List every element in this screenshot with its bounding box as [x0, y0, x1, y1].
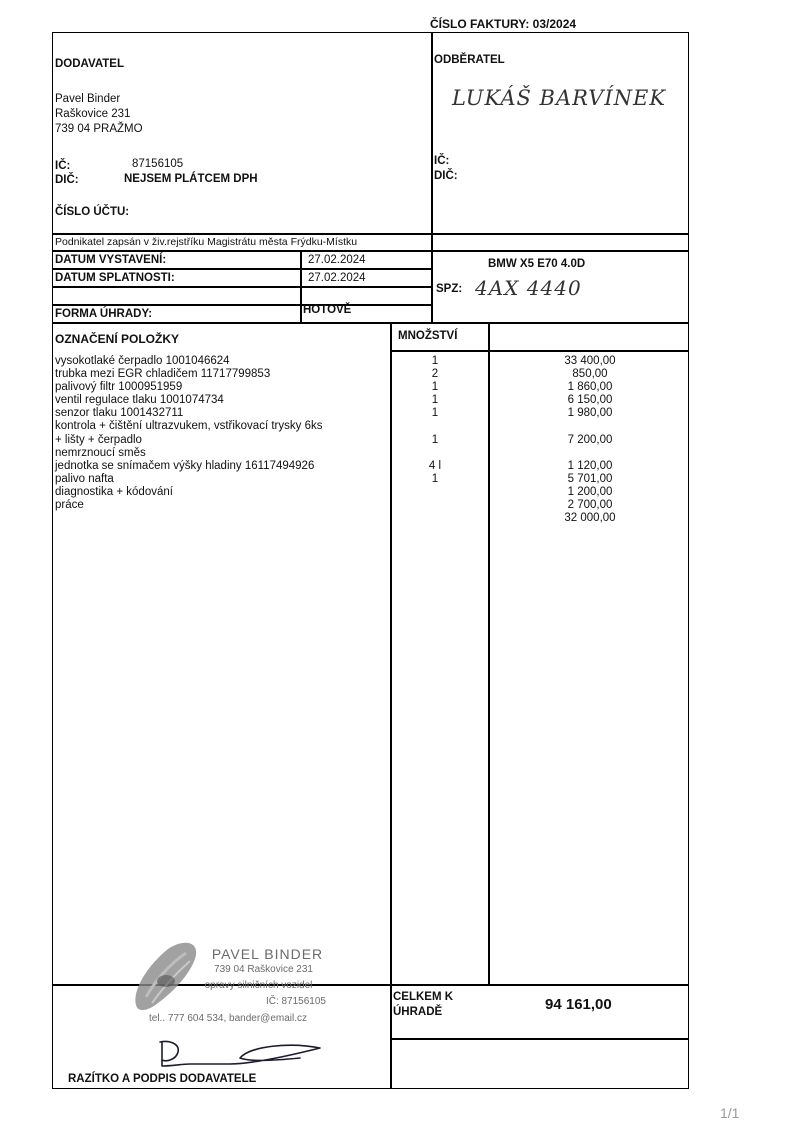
- supplier-ic-value: 87156105: [132, 158, 184, 170]
- total-label-line1: CELKEM K: [393, 991, 454, 1003]
- customer-dic-label: DIČ:: [434, 170, 458, 182]
- invoice-frame: [52, 32, 689, 1089]
- price-cell: 1 980,00: [567, 407, 613, 420]
- vehicle-model: BMW X5 E70 4.0D: [488, 258, 586, 270]
- quantity-cell: 1: [431, 407, 439, 420]
- price-cell: 2 700,00: [567, 499, 613, 512]
- supplier-dic-label: DIČ:: [55, 174, 79, 186]
- price-cell: 1 120,00: [567, 459, 613, 472]
- page-indicator: 1/1: [720, 1105, 740, 1121]
- quantity-cell: 1: [431, 381, 439, 394]
- registry-note: Podnikatel zapsán v živ.rejstříku Magistrátu města Frýdku-Místku: [55, 236, 358, 248]
- payment-value: HOTOVĚ: [303, 304, 352, 316]
- customer-heading: ODBĚRATEL: [434, 54, 505, 66]
- supplier-name: Pavel Binder: [55, 93, 121, 105]
- quantity-cell: 1: [431, 472, 439, 485]
- price-cell: 7 200,00: [567, 433, 613, 446]
- stamp-contact: tel.. 777 604 534, bander@email.cz: [148, 1013, 308, 1024]
- stamp-service: opravy silničních vozidel: [204, 980, 313, 991]
- total-value: 94 161,00: [545, 996, 612, 1013]
- quantity-cell: 1: [431, 433, 439, 446]
- list-item: jednotka se snímačem výšky hladiny 16117494926: [55, 459, 315, 472]
- list-item: práce: [55, 499, 84, 512]
- supplier-city: 739 04 PRAŽMO: [55, 123, 143, 135]
- quantity-list: [410, 355, 460, 486]
- signature-label: RAZÍTKO A PODPIS DODAVATELE: [68, 1073, 257, 1085]
- issue-date-value: 27.02.2024: [308, 254, 366, 266]
- quantity-cell: [410, 447, 460, 460]
- customer-handwritten-name: LUKÁŠ BARVÍNEK: [452, 86, 667, 110]
- list-item: vysokotlaké čerpadlo 1001046624: [55, 355, 230, 367]
- list-item: ventil regulace tlaku 1001074734: [55, 394, 224, 407]
- price-list: [540, 355, 640, 525]
- stamp-address: 739 04 Raškovice 231: [214, 964, 313, 975]
- price-cell: 6 150,00: [567, 394, 613, 407]
- stamp-name: PAVEL BINDER: [211, 946, 324, 962]
- list-item: palivo nafta: [55, 472, 114, 485]
- spz-label: SPZ:: [436, 283, 463, 295]
- payment-label: FORMA ÚHRADY:: [55, 308, 153, 320]
- supplier-heading: DODAVATEL: [55, 58, 124, 70]
- quantity-cell: 1: [431, 394, 439, 407]
- supplier-dic-value: NEJSEM PLÁTCEM DPH: [124, 173, 258, 185]
- item-list: [55, 355, 385, 512]
- due-date-value: 27.02.2024: [308, 272, 366, 284]
- price-cell: 1 200,00: [567, 485, 613, 498]
- quantity-cell: 1: [431, 355, 439, 367]
- due-date-label: DATUM SPLATNOSTI:: [55, 272, 175, 284]
- customer-ic-label: IČ:: [434, 155, 450, 167]
- list-item: senzor tlaku 1001432711: [55, 407, 184, 420]
- quantity-cell: [410, 420, 460, 433]
- col-qty-header: MNOŽSTVÍ: [398, 330, 458, 342]
- list-item: diagnostika + kódování: [55, 485, 173, 498]
- quantity-cell: 2: [431, 368, 439, 381]
- price-cell: 32 000,00: [564, 512, 616, 525]
- list-item: palivový filtr 1000951959: [55, 381, 183, 394]
- supplier-ic-label: IČ:: [55, 160, 71, 172]
- list-item: kontrola + čištění ultrazvukem, vstřikovací trysky 6ks: [55, 420, 323, 433]
- invoice-number: ČÍSLO FAKTURY: 03/2024: [430, 17, 577, 31]
- list-item: trubka mezi EGR chladičem 11717799853: [55, 368, 271, 381]
- price-cell: [540, 420, 640, 433]
- price-cell: 850,00: [572, 368, 608, 381]
- signature-image: [140, 1036, 325, 1072]
- spz-handwritten: 4AX 4440: [475, 276, 582, 300]
- supplier-street: Raškovice 231: [55, 108, 131, 120]
- list-item: nemrznoucí směs: [55, 446, 146, 459]
- price-cell: 33 400,00: [564, 355, 616, 367]
- stamp-ic: IČ: 87156105: [265, 996, 326, 1007]
- price-cell: [540, 447, 640, 460]
- account-label: ČÍSLO ÚČTU:: [55, 206, 130, 218]
- price-cell: 1 860,00: [567, 381, 613, 394]
- price-cell: 5 701,00: [567, 472, 613, 485]
- quantity-cell: 4 l: [428, 459, 442, 472]
- col-item-header: OZNAČENÍ POLOŽKY: [55, 332, 180, 346]
- total-label-line2: ÚHRADĚ: [393, 1006, 443, 1018]
- list-item: + lišty + čerpadlo: [55, 433, 142, 446]
- issue-date-label: DATUM VYSTAVENÍ:: [55, 254, 167, 266]
